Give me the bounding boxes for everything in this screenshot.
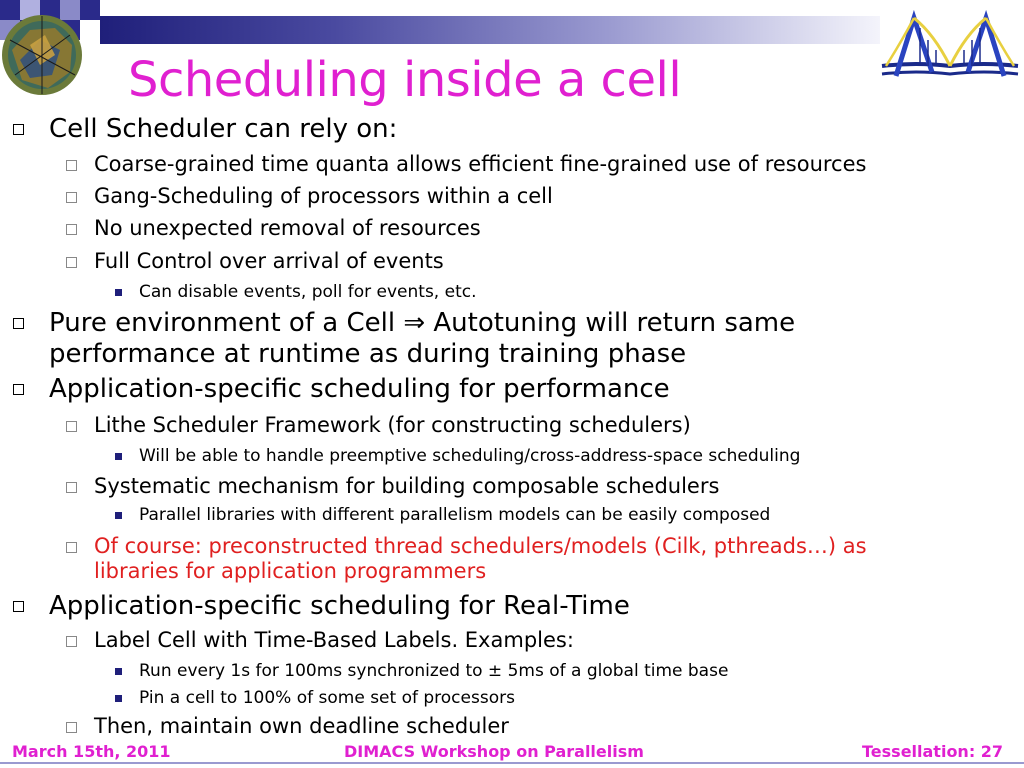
small-square-bullet-icon [66, 636, 77, 647]
bullet-text: Label Cell with Time-Based Labels. Examples: [94, 628, 574, 652]
small-square-bullet-icon [66, 421, 77, 432]
small-square-bullet-icon [66, 257, 77, 268]
bullet-gang-scheduling [94, 184, 553, 209]
bullet-app-specific-performance [49, 374, 670, 405]
hollow-square-bullet-icon [13, 124, 24, 135]
small-square-bullet-icon [66, 192, 77, 203]
filled-square-bullet-icon [115, 695, 122, 702]
bullet-text: Application-specific scheduling for performance [49, 374, 670, 404]
small-square-bullet-icon [66, 722, 77, 733]
bullet-label-cell [94, 628, 574, 653]
filled-square-bullet-icon [115, 668, 122, 675]
footer-divider [0, 762, 1024, 764]
header-gradient-bar [100, 16, 880, 44]
bullet-text: Systematic mechanism for building composable schedulers [94, 474, 720, 498]
bullet-app-specific-realtime [49, 591, 630, 622]
bullet-preemptive [139, 446, 800, 466]
bullet-text: Pin a cell to 100% of some set of processors [139, 688, 515, 708]
bullet-text: Cell Scheduler can rely on: [49, 114, 398, 144]
bridge-logo [876, 4, 1022, 100]
bullet-text-line-2: libraries for application programmers [94, 559, 487, 583]
bullet-text: Will be able to handle preemptive scheduling/cross-address-space scheduling [139, 446, 801, 466]
filled-square-bullet-icon [115, 512, 122, 519]
bullet-no-removal [94, 216, 481, 241]
small-square-bullet-icon [66, 482, 77, 493]
bullet-preconstructed-schedulers [94, 534, 867, 584]
footer-date: March 15th, 2011 [12, 742, 171, 761]
cell-mosaic-logo [0, 0, 110, 100]
bullet-pure-environment [49, 308, 795, 370]
bullet-disable-events [139, 282, 477, 302]
filled-square-bullet-icon [115, 289, 122, 296]
bullet-systematic-mechanism [94, 474, 719, 499]
footer-page-number: Tessellation: 27 [862, 742, 1004, 761]
bullet-text: Parallel libraries with different parallelism models can be easily composed [139, 505, 771, 525]
bullet-lithe-framework [94, 413, 691, 438]
hollow-square-bullet-icon [13, 318, 24, 329]
hollow-square-bullet-icon [13, 384, 24, 395]
bullet-full-control [94, 249, 444, 274]
bullet-text: Application-specific scheduling for Real-Time [49, 591, 630, 621]
bullet-text: Run every 1s for 100ms synchronized to ± 5ms of a global time base [139, 661, 729, 681]
footer-event: DIMACS Workshop on Parallelism [344, 742, 644, 761]
bullet-run-every [139, 661, 728, 681]
small-square-bullet-icon [66, 224, 77, 235]
small-square-bullet-icon [66, 542, 77, 553]
bullet-coarse-grained [94, 152, 866, 177]
bullet-text-line-1: Of course: preconstructed thread schedulers/models (Cilk, pthreads…) as [94, 534, 867, 558]
bullet-text: No unexpected removal of resources [94, 216, 481, 240]
bullet-text-line-1: Pure environment of a Cell ⇒ Autotuning will return same [49, 308, 796, 338]
filled-square-bullet-icon [115, 453, 122, 460]
small-square-bullet-icon [66, 160, 77, 171]
bullet-text: Gang-Scheduling of processors within a cell [94, 184, 553, 208]
bullet-deadline-scheduler [94, 714, 509, 739]
bullet-text: Then, maintain own deadline scheduler [94, 714, 509, 738]
bullet-parallel-libraries [139, 505, 770, 525]
bullet-text: Coarse-grained time quanta allows efficient fine-grained use of resources [94, 152, 867, 176]
bullet-text: Can disable events, poll for events, etc. [139, 282, 477, 302]
slide-title: Scheduling inside a cell [128, 52, 682, 108]
hollow-square-bullet-icon [13, 601, 24, 612]
bullet-text: Lithe Scheduler Framework (for constructing schedulers) [94, 413, 691, 437]
bullet-pin-cell [139, 688, 515, 708]
bullet-text-line-2: performance at runtime as during training phase [49, 339, 687, 369]
bullet-text: Full Control over arrival of events [94, 249, 444, 273]
bullet-cell-scheduler [49, 114, 397, 145]
